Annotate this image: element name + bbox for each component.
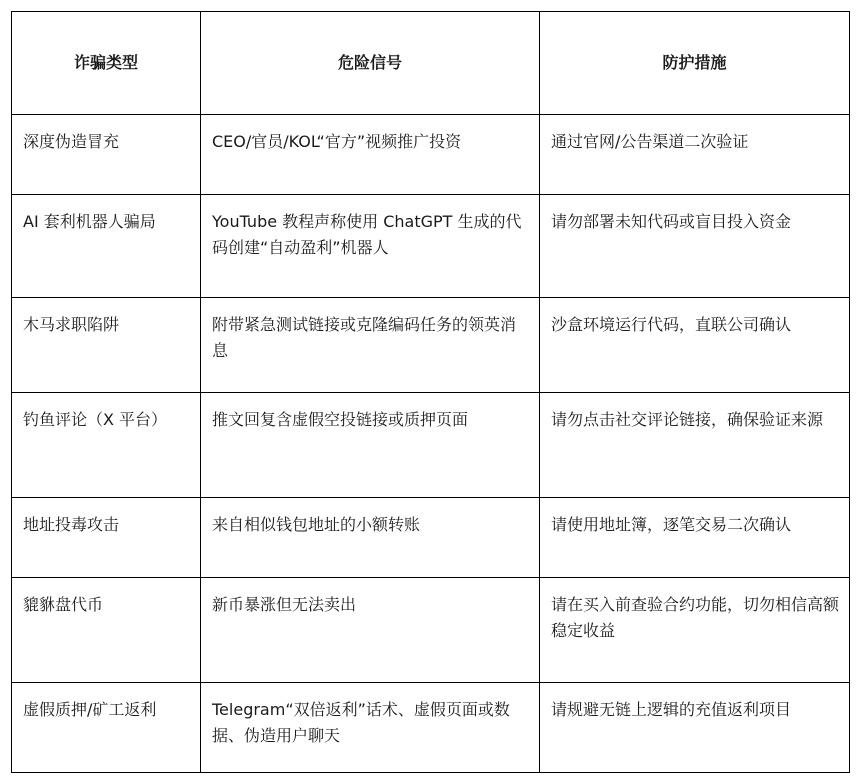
cell-protection: 请规避无链上逻辑的充值返利项目 <box>540 683 850 773</box>
cell-protection: 沙盒环境运行代码，直联公司确认 <box>540 298 850 393</box>
cell-protection: 请使用地址簿，逐笔交易二次确认 <box>540 498 850 578</box>
cell-danger-signal: 附带紧急测试链接或克隆编码任务的领英消息 <box>201 298 540 393</box>
cell-scam-type: 地址投毒攻击 <box>12 498 201 578</box>
table-row <box>12 578 850 683</box>
cell-protection: 请在买入前查验合约功能，切勿相信高额稳定收益 <box>540 578 850 683</box>
table-row <box>12 298 850 393</box>
cell-protection: 请勿部署未知代码或盲目投入资金 <box>540 195 850 298</box>
table-row <box>12 683 850 773</box>
table-body <box>12 115 850 773</box>
cell-danger-signal: Telegram“双倍返利”话术、虚假页面或数据、伪造用户聊天 <box>201 683 540 773</box>
header-row <box>12 12 850 115</box>
header-danger-signal: 危险信号 <box>201 12 540 115</box>
header-scam-type: 诈骗类型 <box>12 12 201 115</box>
cell-danger-signal: 推文回复含虚假空投链接或质押页面 <box>201 393 540 498</box>
cell-danger-signal: 来自相似钱包地址的小额转账 <box>201 498 540 578</box>
cell-danger-signal: CEO/官员/KOL“官方”视频推广投资 <box>201 115 540 195</box>
cell-scam-type: 虚假质押/矿工返利 <box>12 683 201 773</box>
table-header <box>12 12 850 115</box>
scam-table <box>11 11 850 773</box>
cell-protection: 通过官网/公告渠道二次验证 <box>540 115 850 195</box>
cell-scam-type: 深度伪造冒充 <box>12 115 201 195</box>
table-row <box>12 195 850 298</box>
table-row <box>12 393 850 498</box>
cell-protection: 请勿点击社交评论链接，确保验证来源 <box>540 393 850 498</box>
cell-danger-signal: YouTube 教程声称使用 ChatGPT 生成的代码创建“自动盈利”机器人 <box>201 195 540 298</box>
cell-scam-type: 木马求职陷阱 <box>12 298 201 393</box>
header-protection: 防护措施 <box>540 12 850 115</box>
table-row <box>12 115 850 195</box>
table-row <box>12 498 850 578</box>
cell-scam-type: 貔貅盘代币 <box>12 578 201 683</box>
cell-scam-type: AI 套利机器人骗局 <box>12 195 201 298</box>
cell-danger-signal: 新币暴涨但无法卖出 <box>201 578 540 683</box>
cell-scam-type: 钓鱼评论（X 平台） <box>12 393 201 498</box>
